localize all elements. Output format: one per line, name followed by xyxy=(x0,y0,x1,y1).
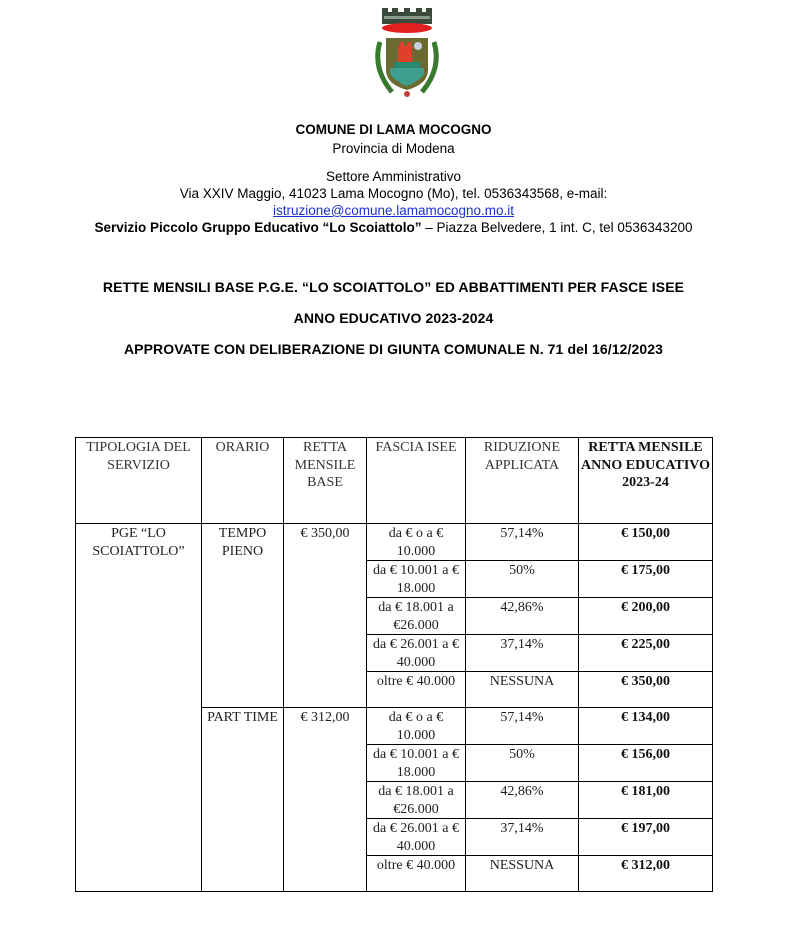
document-title: RETTE MENSILI BASE P.G.E. “LO SCOIATTOLO” ED ABBATTIMENTI PER FASCE ISEE xyxy=(102,279,685,295)
riduzione-cell: 37,14% xyxy=(466,819,579,856)
table-row xyxy=(76,524,713,561)
rates-table xyxy=(75,437,713,892)
fascia-cell: da € 26.001 a € 40.000 xyxy=(367,635,466,672)
retta-cell: € 150,00 xyxy=(579,524,713,561)
orario-cell: PART TIME xyxy=(202,708,284,892)
header-retta-base: RETTA MENSILE BASE xyxy=(284,438,367,524)
retta-cell: € 181,00 xyxy=(579,782,713,819)
retta-cell: € 200,00 xyxy=(579,598,713,635)
fascia-cell: oltre € 40.000 xyxy=(367,672,466,708)
fascia-cell: da € 18.001 a €26.000 xyxy=(367,598,466,635)
riduzione-cell: 50% xyxy=(466,745,579,782)
service-address: – Piazza Belvedere, 1 int. C, tel 0536343200 xyxy=(421,220,693,235)
riduzione-cell: NESSUNA xyxy=(466,672,579,708)
retta-base-cell: € 350,00 xyxy=(284,524,367,708)
fascia-cell: da € o a € 10.000 xyxy=(367,524,466,561)
province-name: Provincia di Modena xyxy=(332,141,455,156)
riduzione-cell: 57,14% xyxy=(466,524,579,561)
riduzione-cell: 37,14% xyxy=(466,635,579,672)
retta-cell: € 175,00 xyxy=(579,561,713,598)
header-fascia-isee: FASCIA ISEE xyxy=(367,438,466,524)
retta-cell: € 156,00 xyxy=(579,745,713,782)
service-cell: PGE “LO SCOIATTOLO” xyxy=(76,524,202,892)
riduzione-cell: 57,14% xyxy=(466,708,579,745)
table-header-row xyxy=(76,438,713,524)
retta-cell: € 350,00 xyxy=(579,672,713,708)
fascia-cell: da € 10.001 a € 18.000 xyxy=(367,745,466,782)
service-name: Servizio Piccolo Gruppo Educativo “Lo Scoiattolo” xyxy=(94,220,422,235)
header-riduzione: RIDUZIONE APPLICATA xyxy=(466,438,579,524)
riduzione-cell: NESSUNA xyxy=(466,856,579,892)
fascia-cell: oltre € 40.000 xyxy=(367,856,466,892)
riduzione-cell: 42,86% xyxy=(466,782,579,819)
retta-base-cell: € 312,00 xyxy=(284,708,367,892)
email-line xyxy=(0,203,787,219)
municipality-name: COMUNE DI LAMA MOCOGNO xyxy=(295,122,492,137)
department-name: Settore Amministrativo xyxy=(325,169,462,184)
fascia-cell: da € 18.001 a €26.000 xyxy=(367,782,466,819)
header-tipologia: TIPOLOGIA DEL SERVIZIO xyxy=(76,438,202,524)
fascia-cell: da € 26.001 a € 40.000 xyxy=(367,819,466,856)
fascia-cell: da € 10.001 a € 18.000 xyxy=(367,561,466,598)
coat-of-arms-icon xyxy=(368,8,446,100)
retta-cell: € 312,00 xyxy=(579,856,713,892)
header-orario: ORARIO xyxy=(202,438,284,524)
email-link[interactable]: istruzione@comune.lamamocogno.mo.it xyxy=(272,203,515,218)
orario-cell: TEMPO PIENO xyxy=(202,524,284,708)
riduzione-cell: 42,86% xyxy=(466,598,579,635)
document-subtitle-year: ANNO EDUCATIVO 2023-2024 xyxy=(293,310,494,326)
retta-cell: € 197,00 xyxy=(579,819,713,856)
address-line: Via XXIV Maggio, 41023 Lama Mocogno (Mo), tel. 0536343568, e-mail: xyxy=(179,186,608,201)
service-line xyxy=(0,220,787,236)
riduzione-cell: 50% xyxy=(466,561,579,598)
retta-cell: € 225,00 xyxy=(579,635,713,672)
header-retta-anno: RETTA MENSILE ANNO EDUCATIVO 2023-24 xyxy=(579,438,713,524)
document-subtitle-approval: APPROVATE CON DELIBERAZIONE DI GIUNTA COMUNALE N. 71 del 16/12/2023 xyxy=(123,341,664,357)
retta-cell: € 134,00 xyxy=(579,708,713,745)
fascia-cell: da € o a € 10.000 xyxy=(367,708,466,745)
